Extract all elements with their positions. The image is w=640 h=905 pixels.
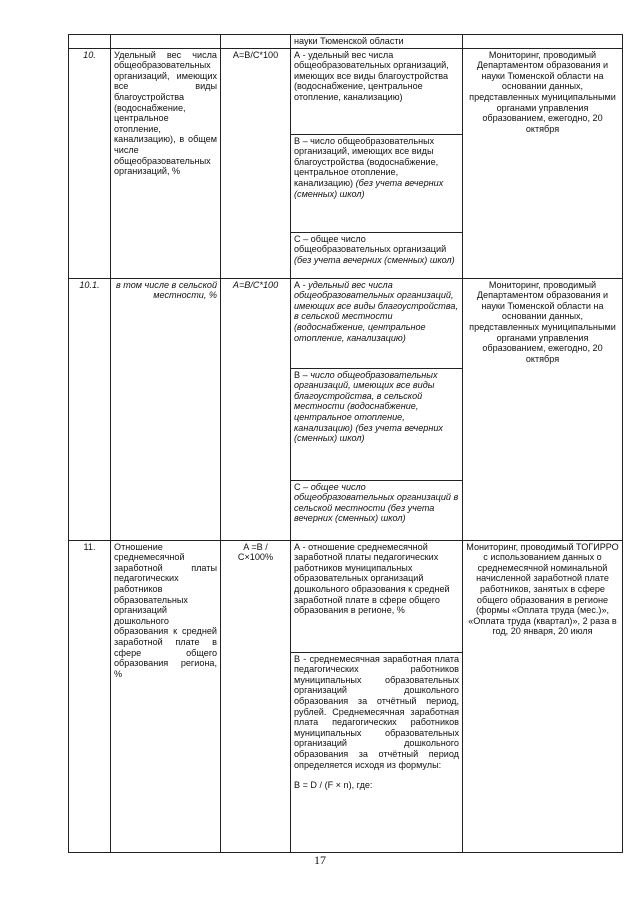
component-text: С – общее число общеобразовательных организаций	[294, 233, 447, 255]
formula-line-2: C×100%	[237, 552, 274, 563]
indicator-formula: A=B/C*100	[221, 48, 291, 278]
component-formula: B = D / (F × n), где:	[294, 780, 373, 791]
cell-empty	[111, 35, 221, 49]
data-source: Мониторинг, проводимый Департаментом образования и науки Тюменской области на основании данных, представленных муниципальными органами управления образованием, ежегодно, 20 октября	[463, 278, 623, 540]
component-text: А -	[294, 279, 309, 290]
component-text: В – число общеобразовательных организаций, имеющих все виды благоустройства (водоснабжение, центральное отопление, канализацию)	[294, 135, 439, 188]
table-row-11	[69, 540, 623, 652]
page-number: 17	[314, 853, 326, 867]
formula-component-b	[291, 652, 463, 852]
data-source: Мониторинг, проводимый ТОГИРРО с использованием данных о среднемесячной номинальной начисленной заработной плате работников, занятых в сфере общего образования в регионе (формы «Оплата труда (мес.)», «Оплата труда (квартал)», 2 раза в год, 20 января, 20 июля	[463, 540, 623, 852]
formula-line-1: A =B /	[243, 541, 268, 552]
cell-component-continuation: науки Тюменской области	[291, 35, 463, 49]
formula-component-a	[291, 48, 463, 134]
component-italic-note: общее число общеобразовательных организаций в сельской местности (без учета вечерних (сменных) школ)	[294, 481, 459, 524]
table-row-10-1	[69, 278, 623, 368]
component-text: В –	[294, 369, 311, 380]
formula-component-c	[291, 480, 463, 540]
formula-component-a	[291, 278, 463, 368]
cell-empty	[69, 35, 111, 49]
formula-component-b	[291, 134, 463, 232]
component-italic-note: удельный вес числа общеобразовательных организаций, имеющих все виды благоустройства, в сельской местности (водоснабжение, центральное отопление, канализацию)	[294, 279, 459, 343]
indicator-formula	[221, 540, 291, 852]
indicator-formula: A=B/C*100	[221, 278, 291, 540]
cell-empty	[463, 35, 623, 49]
indicator-name: Отношение среднемесячной заработной платы педагогических работников образовательных организаций дошкольного образования к средней заработной плате в сфере общего образования региона, %	[111, 540, 221, 852]
table-row-10	[69, 48, 623, 134]
table-row-continuation	[69, 35, 623, 49]
formula-component-c	[291, 232, 463, 278]
indicator-name: Удельный вес числа общеобразовательных организаций, имеющих все виды благоустройства (водоснабжение, центральное отопление, канализацию), в общем числе общеобразовательных организаций, %	[111, 48, 221, 278]
row-number: 11.	[69, 540, 111, 852]
component-text: С –	[294, 481, 311, 492]
component-italic-note: (без учета вечерних (сменных) школ)	[294, 177, 444, 199]
row-number: 10.	[69, 48, 111, 278]
component-text: А - удельный вес числа общеобразовательных организаций, имеющих все виды благоустройства (водоснабжение, центральное отопление, канализацию)	[294, 49, 449, 102]
data-source: Мониторинг, проводимый Департаментом образования и науки Тюменской области на основании данных, представленных муниципальными органами управления образованием, ежегодно, 20 октября	[463, 48, 623, 278]
indicator-name: в том числе в сельской местности, %	[111, 278, 221, 540]
indicators-table	[68, 34, 623, 853]
cell-empty	[221, 35, 291, 49]
formula-component-a	[291, 540, 463, 652]
component-text: В - среднемесячная заработная плата педагогических работников муниципальных образовательных организаций дошкольного образования за отчётный период, рублей. Среднемесячная заработная плата педагогических работников муниципальных образовательных организаций дошкольного образования за отчётный период определяется исходя из формулы:	[294, 653, 459, 770]
component-italic-note: (без учета вечерних (сменных) школ)	[294, 254, 455, 265]
component-italic-note: число общеобразовательных организаций, имеющих все виды благоустройства, в сельской местности (водоснабжение, центральное отопление, канализацию) (без учета вечерних (сменных) школ)	[294, 369, 443, 444]
row-number: 10.1.	[69, 278, 111, 540]
component-text: А - отношение среднемесячной заработной платы педагогических работников муниципальных образовательных организаций дошкольного образования к средней заработной плате в сфере общего образования в регионе, %	[294, 541, 450, 616]
formula-component-b	[291, 368, 463, 480]
